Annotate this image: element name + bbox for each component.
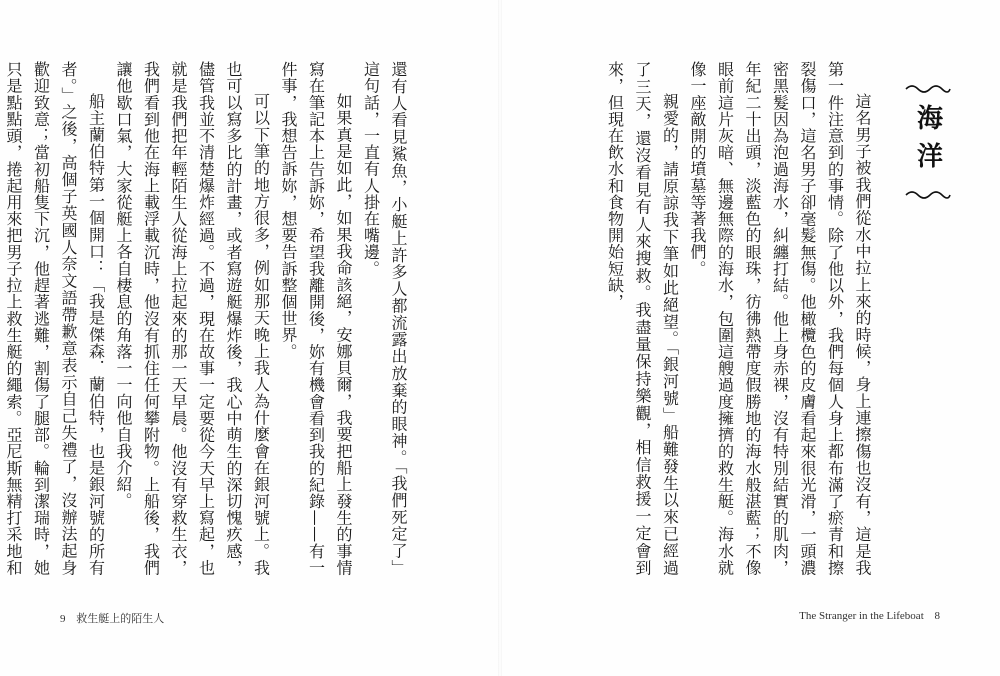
paragraph: 船主蘭伯特第一個開口：「我是傑森．蘭伯特，也是銀河號的所有者。」之後，高個子英國人奈文語帶歉意表示自己失禮了，沒辦法起身歡迎致意；當初船隻下沉，他趕著逃難，割傷了腿部。輪到潔瑞時，她只是點點頭，捲起用來把男子拉上救生艇的繩索。亞尼斯無精打采地和 [4,61,106,576]
left-page-footer [60,610,164,626]
chapter-title: 海洋 [912,104,943,180]
chapter-heading [898,82,958,242]
paragraph: 還有人看見鯊魚，小艇上許多人都流露出放棄的眼神。「我們死定了」這句話，一直有人掛在嘴邊。 [361,61,408,576]
paragraph: 可以下筆的地方很多，例如那天晚上我人為什麼會在銀河號上。我也可以寫多比的計畫，或者寫遊艇爆炸後，我心中萌生的深切愧疚感，儘管我並不清楚爆炸經過。不過，現在故事一定要從今天早上寫起，也就是我們把年輕陌生人從海上拉起來的那一天早晨。他沒有穿救生衣，我們看到他在海上載浮載沉時，他沒有抓住任何攀附物。上船後，我們讓他歇口氣，大家從艇上各自棲息的角落一一向他自我介紹。 [114,61,271,576]
running-head: The Stranger in the Lifeboat [799,610,924,622]
page-number: 9 [60,613,66,625]
wave-ornament-icon [904,188,952,202]
right-page [500,0,1000,676]
paragraph: 如果真是如此，如果我命該絕，安娜貝爾，我要把船上發生的事情寫在筆記本上告訴妳，希望我離開後，妳有機會看到我的紀錄——有一件事，我想告訴妳，想要告訴整個世界。 [279,61,353,576]
running-head: 救生艇上的陌生人 [76,613,165,625]
right-page-footer [799,610,940,622]
right-page-body [540,61,876,576]
left-page-body [4,61,412,576]
wave-ornament-icon [904,82,952,96]
paragraph: 這名男子被我們從水中拉上來的時候，身上連擦傷也沒有，這是我第一件注意到的事情。除了他以外，我們每個人身上都布滿了瘀青和擦裂傷口，這名男子卻毫髮無傷。他橄欖色的皮膚看起來很光滑，一頭濃密黑髮因為泡過海水，糾纏打結。他上身赤裸，沒有特別結實的肌肉，年紀二十出頭，淡藍色的眼珠，彷彿熱帶度假勝地的海水般湛藍；不像眼前這片灰暗、無邊無際的海水，包圍這艘過度擁擠的救生艇。海水就像一座敵開的墳墓等著我們。 [688,61,872,576]
paragraph: 親愛的，請原諒我下筆如此絕望。「銀河號」船難發生以來已經過了三天，還沒看見有人來搜救。我盡量保持樂觀，相信救援一定會到來，但現在飲水和食物開始短缺， [605,61,680,576]
page-number: 8 [934,610,940,622]
